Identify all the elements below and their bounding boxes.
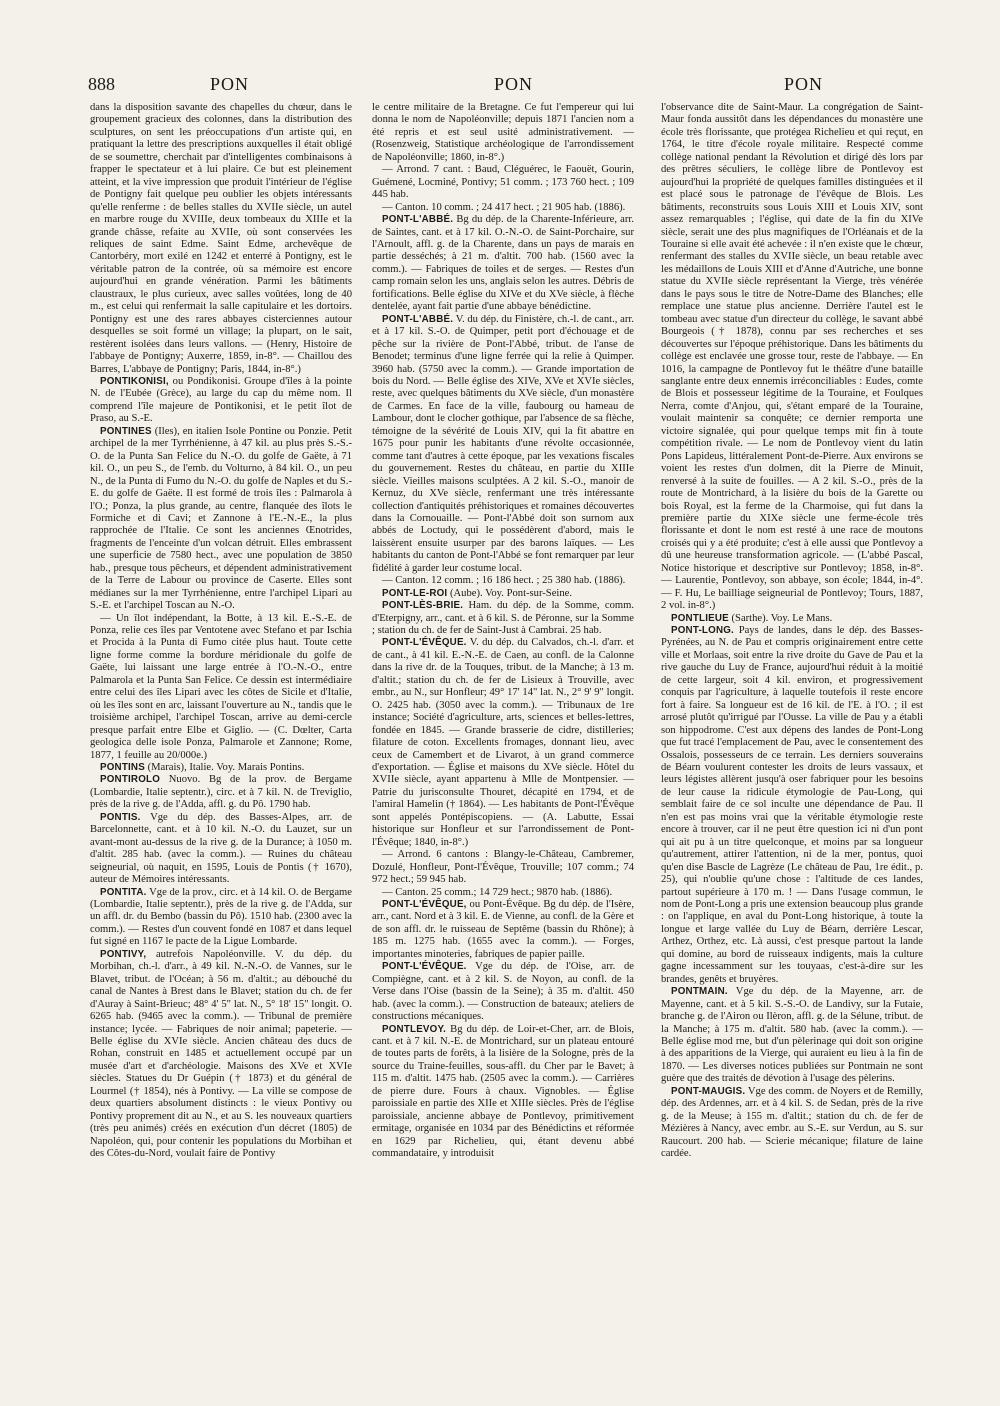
entry-text: Bg du dép. de Loir-et-Cher, arr. de Blois, cant. et à 7 kil. N.-E. de Montrichard, sur un plateau entouré de toutes parts de forêts, à la lisière de la Sologne, près de la source du Traine-feuilles, sous-affl. du Cher par le Bavet; à 115 m. d'altit. 1475 hab. (2505 avec la comm.). — Carrières de pierre dure. Fours à chaux. Vignobles. — Église paroissiale en partie des XIIe et XIIIe siècles. Près de l'église paroissiale, ancienne abbaye de Pontlevoy, primitivement ermitage, organisée en 1034 par des Bénédictins et réformée en 1629 par Richelieu, qui, étant devenu abbé commandataire, y introduisit <box>372 1023 634 1160</box>
entry-text: — Arrond. 7 cant. : Baud, Cléguérec, le Faouët, Gourin, Guémené, Locminé, Pontivy; 51 comm. ; 173 760 hect. ; 109 445 hab. <box>372 164 634 201</box>
dictionary-entry <box>661 613 923 625</box>
dictionary-entry <box>90 376 352 426</box>
entry-text: Vge de la prov., circ. et à 14 kil. O. de Bergame (Lombardie, Italie septentr.), près de la rive g. de l'Adda, sur un affl. dr. du Bembo (bassin du Pô). 1510 hab. (2300 avec la comm.). — Restes d'un couvent fondé en 1087 et dans lequel fut signé en 1167 le pacte de la Ligue Lombarde. <box>90 886 352 948</box>
text-column-middle <box>372 102 634 1372</box>
entry-text: Vge du dép. de l'Oise, arr. de Compiègne, cant. et à 2 kil. S. de Noyon, au confl. de la Verse dans l'Oise (bassin de la Seine); à 35 m. d'altit. 450 hab. (avec la comm.). — Construction de bateaux; ateliers de constructions mécaniques. <box>372 961 634 1023</box>
entry-headword: PONTIS. <box>100 811 141 823</box>
text-column-left <box>90 102 352 1372</box>
entry-text: Ham. du dép. de la Somme, comm. d'Eterpigny, arr., cant. et à 6 kil. S. de Péronne, sur la Somme ; station du ch. de fer de Saint-Just à Cambrai. 25 hab. <box>372 600 634 637</box>
entry-headword: PONT-L'ÉVÊQUE. <box>382 961 467 973</box>
text-column-right <box>661 102 923 1372</box>
entry-text: (Iles), en italien Isole Pontine ou Ponzie. Petit archipel de la mer Tyrrhénienne, à 47 kil. au plus près S.-S.-O. de la Punta San Felice du N.-O. du golfe de Gaëte, à 71 kil. O., un peu S., de l'emb. du Volturno, à 84 kil. O., un peu N., de la Punta di Fumo du N.-O. du golfe de Naples et du S.-E. du golfe de Gaëte. Il est formé de trois îles : Palmarola à l'O.; Ponza, la plus grande, au centre, flanquée des îlots le Formiche et di Cavi; et Zannone à l'E.-N.-E., la plus rapprochée de l'Italie. Ce sont les anciennes Œnotrides, fragments de l'enceinte d'un volcan détruit. Elles embrassent une superficie de 7580 hect., avec une population de 3850 hab., presque tous pêcheurs, et dépendent administrativement de la Terre de Labour ou province de Caserte. Elles sont médianes sur la mer Tyrrhénienne, entre l'archipel Lipari au S.-E. et l'archipel Toscan au N.-O. <box>90 425 352 612</box>
paragraph <box>372 887 634 899</box>
entry-text: Vge des comm. de Noyers et de Remilly, dép. des Ardennes, arr. et à 4 kil. S. de Sedan, près de la rive g. de la Meuse; à 155 m. d'altit.; station du ch. de fer de Mézières à Nancy, avec embr. au S.-E. sur Verdun, au S. sur Raucourt. 200 hab. — Scierie mécanique; filature de laine cardée. <box>661 1085 923 1160</box>
entry-text: ou Pont-Évêque. Bg du dép. de l'Isère, arr., cant. Nord et à 3 kil. E. de Vienne, au confl. de la Gère et de son affl. dr. le ruisseau de Septême (bassin du Rhône); à 185 m. 1275 hab. (1655 avec la comm.). — Forges, importantes minoteries, fabriques de papier paille. <box>372 899 634 960</box>
dictionary-entry <box>372 600 634 637</box>
paragraph <box>90 613 352 762</box>
entry-headword: PONTLIEUE <box>671 612 729 624</box>
entry-headword: PONT-MAUGIS. <box>671 1085 746 1097</box>
entry-text: dans la disposition savante des chapelles du chœur, dans le groupement gracieux des colonnes, dans la distribution des sculptures, on sent les préoccupations d'un artiste qui, en pratiquant la lettre des prescriptions auxquelles il était obligé de se soumettre, cherchait par d'intelligentes combinaisons à frapper le spectateur et à lui plaire. Ce but est pleinement atteint, et la vive impression que produit l'intérieur de l'église de Pontigny fait quelque peu oublier les objets intéressants qu'elle renferme : de belles stalles du XVIIe siècle, un autel en marbre rouge du XVIIIe, deux tombeaux du XIIIe et la grande châsse, refaite au XVIIe, où sont conservées les reliques de saint Edme. Saint Edme, archevêque de Cantorbéry, mort exilé en 1242 et enterré à Pontigny, est le véritable patron de la contrée, où sa mémoire est encore aujourd'hui en grande vénération. Parmi les bâtiments claustraux, le plus curieux, avec salles voûtées, long de 40 m., est celui qui renfermait la salle capitulaire et les dortoirs. Pontigny est une des rares abbayes cisterciennes autour desquelles se soit formé un village; la plupart, on le sait, restèrent isolées dans leurs vallons. — (Henry, Histoire de l'abbaye de Pontigny; Auxerre, 1859, in-8°. — Chaillou des Barres, L'abbaye de Pontigny; Paris, 1844, in-8°.) <box>90 102 352 375</box>
entry-text: le centre militaire de la Bretagne. Ce fut l'empereur qui lui donna le nom de Napoléonville; depuis 1871 l'ancien nom a été repris et est seul usité administrativement. — (Rosenzweig, Statistique archéologique de l'arrondissement de Napoléonville; 1860, in-8°.) <box>372 102 634 163</box>
entry-headword: PONTINS <box>100 762 145 774</box>
dictionary-entry <box>372 961 634 1023</box>
entry-text: — Canton. 25 comm.; 14 729 hect.; 9870 hab. (1886). <box>382 886 613 898</box>
dictionary-entry <box>90 949 352 1161</box>
entry-headword: PONT-L'ABBÉ. <box>382 313 454 325</box>
entry-text: ou Pondikonisi. Groupe d'îles à la pointe N. de l'Eubée (Grèce), au large du cap du même nom. Il comprend l'île majeure de Pontikonisi, et le petit îlot de Praso, au S.-E. <box>90 375 352 425</box>
paragraph <box>372 102 634 164</box>
entry-headword: PONTIKONISI, <box>100 375 169 387</box>
entry-text: Pays de landes, dans le dép. des Basses-Pyrénées, au N. de Pau et compris originairement entre cette ville et Morlaas, soit entre la rive droite du Gave de Pau et la rive gauche du Luy de France, aujourd'hui réduit à la moitié de cette largeur, soit 4 kil. environ, et progressivement conquis par l'agriculture, à laquelle toutefois il reste encore fort à faire. Sa longueur est de 16 kil. de l'E. à l'O. ; il est arrosé plutôt qu'irrigué par l'Ousse. La ville de Pau y a établi son hippodrome. C'est aux dépens des landes de Pont-Long que fut tracé l'emplacement de Pau, avec le consentement des Ossalois, possesseurs de ce terrain. Les derniers souverains de Béarn voulurent contester les droits de leurs vassaux, et leurs légistes allèrent jusqu'à oser fabriquer pour les besoins de leur cause la ridicule étymologie de Pau-Long, qui semblait faire de ce sol inculte une dépendance de Pau. Il n'en est pas moins vrai que la véritable étymologie reste encore à trouver, car il ne peut être question ici ni d'un pont qui ait pu à un titre quelconque, et moins par sa longueur qu'autrement, attirer l'attention, ni de la mer, pontus, quoi qu'en dise Bascle de Lagrèze (Le château de Pau, 1re édit., p. 25), qui n'oublie qu'une chose : l'altitude de ces landes, partout supérieure à 170 m. ! — Dans l'usage commun, le nom de Pont-Long a pris une extension beaucoup plus grande : on l'applique, en aval du Pont-Long historique, à toute la longue et large vallée du Luy de Béarn, derrière Lescar, Arthez, Orthez, etc. Là aussi, c'est presque partout la lande qui domine, au bord de ruisseaux indigents, mais la culture gagne incessamment sur les touyaas, c'est-à-dire sur les brandes, genêts et bruyères. <box>661 625 923 985</box>
running-header <box>86 70 914 100</box>
entry-headword: PONTIROLO <box>100 774 161 786</box>
dictionary-entry <box>372 1024 634 1161</box>
entry-text: l'observance dite de Saint-Maur. La congrégation de Saint-Maur fonda aussitôt dans les dépendances du monastère une école très florissante, que protégea Richelieu et qui reçut, en 1764, le titre d'école royale militaire. Respecté comme collège national pendant la Révolution et dirigé dès lors par des prêtres séculiers, le collège libre de Pontlevoy est aujourd'hui la propriété de quelques familles distinguées et il est placé sous le patronage de l'évêque de Blois. Les bâtiments, reconstruits sous Louis XIII et Louis XIV, sont assez remarquables ; l'église, qui date de la fin du XIVe siècle, serait une des plus magnifiques de l'Orléanais et de la Touraine si elle avait été achevée : il n'en existe que le chœur, renfermant des stalles du XVIIe siècle, un beau retable avec les médaillons de Louis XIII et d'Anne d'Autriche, une bonne statue du XVIIe siècle représentant la Vierge, très vénérée dans le pays sous le titre de Notre-Dame des Blanches; elle remplace une statue plus ancienne. Derrière l'autel est le tombeau avec statue d'un directeur du collège, le savant abbé Bourgeois († 1878), connu par ses recherches et ses découvertes sur l'époque préhistorique. Dans les bâtiments du collège est enclavée une grosse tour, reste de l'abbaye. — En 1016, la campagne de Pontlevoy fut le théâtre d'une bataille sanglante entre deux ennemis irréconciliables : Eudes, comte de Blois et possesseur légitime de la Touraine, et Foulques Nerra, comte d'Anjou, qui, s'étant emparé de la Touraine, voulait maintenir sa conquête; ce dernier remporta une victoire signalée, qui pour quelque temps mit fin à toute compétition rivale. — Le nom de Pontlevoy vient du latin Pons Lapideus, littéralement Pont-de-Pierre. Aux environs se voient les restes d'un dolmen, dit la Pierre de Minuit, renversé à la suite de fouilles. — A 2 kil. S.-O., près de la route de Montrichard, à la lisière du bois de la Garette ou bois Royal, est la ferme de la Charmoise, qui fut dans la première partie du XIXe siècle une ferme-école très florissante et dont le nom est resté à une race de moutons croisés qui y a été produite; c'est à elle aussi que Pontlevoy a dû une heureuse transformation agricole. — (L'abbé Pascal, Notice historique et descriptive sur Pontlevoy; 1858, in-8°. — Laurentie, Pontlevoy, son abbaye, son école; 1844, in-4°. — F. Hu, Le bailliage seigneurial de Pontlevoy; Tours, 1887, 2 vol. in-8°.) <box>661 102 923 612</box>
entry-text: — Canton. 12 comm. ; 16 186 hect. ; 25 380 hab. (1886). <box>382 575 626 587</box>
paragraph <box>661 102 923 613</box>
entry-headword: PONTMAIN. <box>671 986 728 998</box>
entry-text: (Sarthe). Voy. Le Mans. <box>728 612 833 624</box>
paragraph <box>372 575 634 587</box>
entry-headword: PONTLEVOY. <box>382 1023 447 1035</box>
paragraph <box>372 849 634 886</box>
entry-headword: PONTITA. <box>100 886 147 898</box>
entry-text: V. du dép. du Calvados, ch.-l. d'arr. et de cant., à 41 kil. E.-N.-E. de Caen, au confl. de la Calonne dans la rive dr. de la Touques, tribut. de la Manche; à 13 m. d'altit.; station du ch. de fer de Lisieux à Trouville, avec embr., au N., sur Honfleur; 49° 17' 14" lat. N., 2° 9' 9" longit. O. 2425 hab. (3050 avec la comm.). — Tribunaux de 1re instance; Société d'agriculture, arts, sciences et belles-lettres, fondée en 1845. — Grande brasserie de cidre, distilleries; filature de coton. Excellents fromages, donnant lieu, avec ceux de Camembert et de Livarot, à un grand commerce d'exportation. — Église et maisons du XVe siècle. Hôtel du XVIIe siècle, ayant appartenu à Mlle de Montpensier. — Patrie du jurisconsulte Thouret, décapité en 1794, et de l'amiral Hamelin († 1864). — Les habitants de Pont-l'Évêque sont appelés Pontépiscopiens. — (A. Labutte, Essai historique sur Honfleur et sur l'arrondissement de Pont-l'Évêque; 1840, in-8°.) <box>372 637 634 848</box>
entry-text: — Arrond. 6 cantons : Blangy-le-Château, Cambremer, Dozulé, Honfleur, Pont-l'Évêque, Trouville; 107 comm.; 74 972 hect.; 59 945 hab. <box>372 849 634 886</box>
dictionary-entry <box>661 1086 923 1161</box>
dictionary-entry <box>90 774 352 811</box>
dictionary-entry <box>372 314 634 576</box>
paragraph <box>372 164 634 201</box>
dictionary-entry <box>661 986 923 1086</box>
dictionary-entry <box>90 887 352 949</box>
entry-headword: PONT-LE-ROI <box>382 587 448 599</box>
entry-text: — Canton. 10 comm. ; 24 417 hect. ; 21 905 hab. (1886). <box>382 201 626 213</box>
dictionary-entry <box>90 762 352 774</box>
entry-text: Bg du dép. de la Charente-Inférieure, arr. de Saintes, cant. et à 17 kil. O.-N.-O. de Saint-Porchaire, sur l'Arnoult, affl. g. de la Charente, dans un pays de marais en partie desséchés; à 21 m. d'altit. 700 hab. (1560 avec la comm.). — Fabriques de toiles et de serges. — Restes d'un camp romain selon les uns, anglais selon les autres. Débris de fortifications. Belle église du XIVe et du XVe siècle, à flèche dentelée, ayant fait partie d'une abbaye bénédictine. <box>372 214 634 313</box>
entry-headword: PONT-L'ÉVÊQUE, <box>382 899 467 910</box>
dictionary-entry <box>372 637 634 849</box>
entry-text: V. du dép. du Finistère, ch.-l. de cant., arr. et à 17 kil. S.-O. de Quimper, petit port d'échouage et de pêche sur la rivière de Pont-l'Abbé, tribut. de l'anse de Benodet; terminus d'une ligne ferrée qui la relie à Quimper. 3960 hab. (5750 avec la comm.). — Grande importation de bois du Nord. — Belle église des XIVe, XVe et XVIe siècles, reste, avec quelques bâtiments du XVe siècle, d'un monastère de Carmes. En face de la ville, faubourg ou hameau de Lambour, dont le clocher gothique, par l'absence de sa flèche, témoigne de la sévérité de Louis XIV, qui la fit abattre en 1675 pour punir les habitants d'une révolte occasionnée, comme tant d'autres à cette époque, par les vexations fiscales du gouvernement. Restes du château, en partie du XIIIe siècle. Vieilles maisons sculptées. A 2 kil. S.-O., manoir de Kernuz, du XVe siècle, renfermant une très intéressante collection d'antiquités préhistoriques et romaines découvertes dans la Cornouaille. — Pont-l'Abbé doit son surnom aux abbés de Loctudy, qui le possédèrent d'abord, mais le laissèrent ensuite usurper par des barons laïques. — Les habitants du canton de Pont-l'Abbé se font remarquer par leur fidélité à garder leur costume local. <box>372 313 634 574</box>
running-head-left: PON <box>210 74 250 94</box>
paragraph <box>372 202 634 214</box>
entry-text: Vge du dép. des Basses-Alpes, arr. de Barcelonnette, cant. et à 10 kil. N.-O. du Lauzet, sur un avant-mont au-dessus de la rive g. de la Durance; à 1050 m. d'altit. 285 hab. (avec la comm.). — Ruines du château seigneurial, où naquit, en 1595, Louis de Pontis († 1670), auteur de Mémoires intéressants. <box>90 811 352 886</box>
dictionary-entry <box>90 426 352 613</box>
entry-headword: PONTIVY, <box>100 948 147 960</box>
entry-headword: PONTINES <box>100 425 152 437</box>
running-head-right: PON <box>784 74 824 94</box>
entry-headword: PONT-L'ABBÉ. <box>382 214 454 226</box>
entry-text: Vge du dép. de la Mayenne, arr. de Mayenne, cant. et à 5 kil. S.-S.-O. de Landivy, sur la Futaie, branche g. de l'Airon ou Ilèron, affl. g. de la Sélune, tribut. de la Manche; à 175 m. d'altit. 580 hab. (avec la comm.). — Belle église mod rne, but d'un pèlerinage qui doit son origine à des apparitions de la Vierge, qui auraient eu lieu à la fin de 1870. — Les diverses notices publiées sur Pontmain ne sont guère que des traités de dévotion à l'usage des pèlerins. <box>661 986 923 1085</box>
running-head-center: PON <box>494 74 534 94</box>
entry-text: (Aube). Voy. Pont-sur-Seine. <box>447 587 572 599</box>
dictionary-entry <box>372 899 634 961</box>
entry-headword: PONT-LONG. <box>671 625 734 637</box>
entry-headword: PONT-LÈS-BRIE. <box>382 600 464 612</box>
entry-headword: PONT-L'ÉVÊQUE. <box>382 637 467 649</box>
page-number: 888 <box>88 74 115 94</box>
entry-text: (Marais), Italie. Voy. Marais Pontins. <box>144 762 305 774</box>
dictionary-entry <box>372 588 634 600</box>
dictionary-entry <box>372 214 634 314</box>
dictionary-entry <box>90 812 352 887</box>
entry-text: Nuovo. Bg de la prov. de Bergame (Lombardie, Italie septentr.), circ. et à 7 kil. N. de Treviglio, près de la rive g. de l'Adda, affl. g. du Pô. 1790 hab. <box>90 774 352 811</box>
entry-text: autrefois Napoléonville. V. du dép. du Morbihan, ch.-l. d'arr., à 49 kil. N.-N.-O. de Vannes, sur le Blavet, tribut. de l'Océan; à 56 m. d'altit.; au débouché du canal de Nantes à Brest dans le Blavet; station du ch. de fer d'Auray à Saint-Brieuc; 48° 4' 5" lat. N., 5° 18' 15" longit. O. 6265 hab. (9465 avec la comm.). — Tribunal de première instance; lycée. — Fabriques de noir animal; papeterie. — Belle église du XVIe siècle. Ancien château des ducs de Rohan, construit en 1485 et actuellement occupé par un musée d'art et d'archéologie. Maisons des XVe et XVIe siècles. Statues du Dr Guépin († 1873) et du général de Lourmel († 1854), nés à Pontivy. — La ville se compose de deux quartiers absolument distincts : le vieux Pontivy ou Pontivy proprement dit au N., et au S. les nouveaux quartiers (très peu animés) créés en exécution d'un décret (1805) de Napoléon, qui, pour contenir les populations du Morbihan et des Côtes-du-Nord, voulait faire de Pontivy <box>90 948 352 1160</box>
entry-text: — Un îlot indépendant, la Botte, à 13 kil. E.-S.-E. de Ponza, relie ces îles par Ventotene avec Stefano et par Ischia et Procida à la Punta di Fumo citée plus haut. Toute cette ligne forme comme la bordure méridionale du golfe de Gaëte, lui laissant une large entrée à l'O.-N.-O., entre Palmarola et la Punta San Felice. Ce dessin est intermédiaire entre celui des îles Lipari avec les côtes de Sicile et d'Italie, où les îles sont en arc, laissant l'ouverture au N., tandis que le troisième archipel, l'archipel Toscan, arrive au demi-cercle presque parfait entre Elbe et Giglio. — (C. Dœlter, Carta geologica delle isole Ponza, Palmarole et Zannone; Rome, 1877, 1 feuille au 20/000e.) <box>90 612 352 761</box>
dictionary-entry <box>661 625 923 986</box>
paragraph <box>90 102 352 376</box>
